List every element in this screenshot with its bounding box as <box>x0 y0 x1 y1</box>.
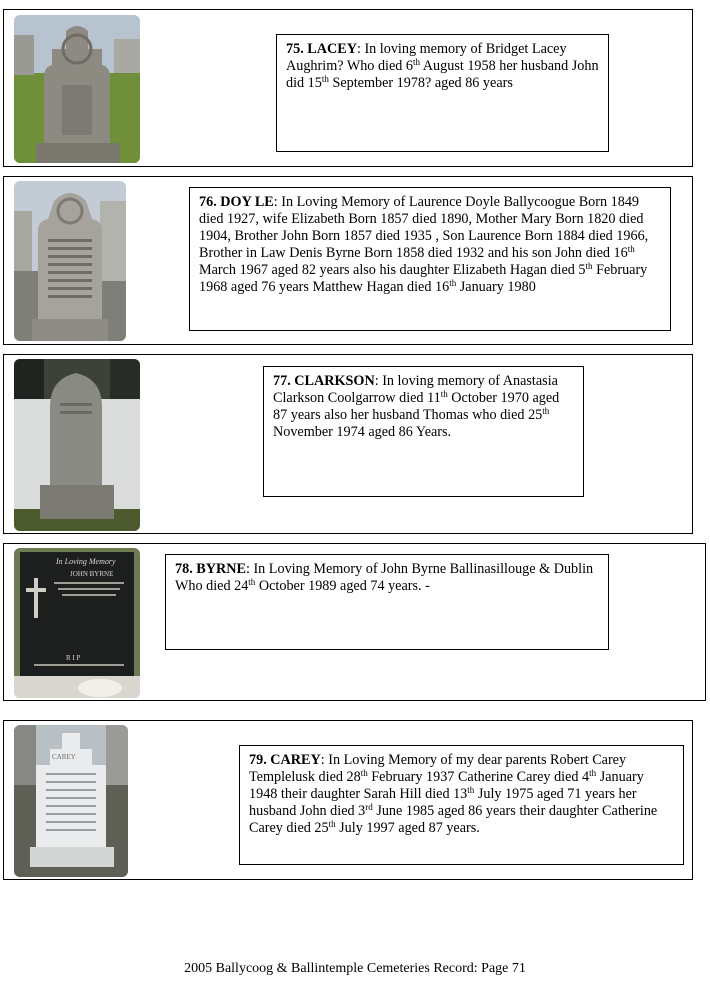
headstone-photo-clarkson <box>14 359 140 531</box>
entry-78 <box>3 543 706 701</box>
page-footer: 2005 Ballycoog & Ballintemple Cemeteries Record: Page 71 <box>184 961 526 976</box>
entry-75 <box>3 9 693 167</box>
headstone-photo-lacey <box>14 15 140 163</box>
headstone-photo-byrne <box>14 548 140 698</box>
inscription-box: 79. CAREY: In Loving Memory of my dear parents Robert Carey Templelusk died 28th February 1937 Catherine Carey died 4th January 1948 their daughter Sarah Hill died 13th July 1975 aged 71 years her husband John died 3rd June 1985 aged 86 years their daughter Catherine Carey died 25th July 1997 aged 87 years. <box>239 745 684 865</box>
carey-headstone-line: CAREY <box>52 753 76 761</box>
entry-77 <box>3 354 693 534</box>
inscription-box: 77. CLARKSON: In loving memory of Anastasia Clarkson Coolgarrow died 11th October 1970 aged 87 years also her husband Thomas who died 25th November 1974 aged 86 Years. <box>263 366 584 497</box>
inscription-box: 75. LACEY: In loving memory of Bridget Lacey Aughrim? Who died 6th August 1958 her husband John did 15th September 1978? aged 86 years <box>276 34 609 152</box>
entry-79 <box>3 720 693 880</box>
byrne-headstone-rip: R I P <box>66 654 81 662</box>
headstone-photo-doyle <box>14 181 126 341</box>
byrne-headstone-line2: JOHN BYRNE <box>70 570 114 578</box>
inscription-box: 76. DOY LE: In Loving Memory of Laurence Doyle Ballycoogue Born 1849 died 1927, wife Elizabeth Born 1857 died 1890, Mother Mary Born 1820 died 1904, Brother John Born 1857 died 1935 , Son Laurence Born 1884 died 1966, Brother in Law Denis Byrne Born 1858 died 1932 and his son John died 16th March 1967 aged 82 years also his daughter Elizabeth Hagan died 5th February 1968 aged 76 years Matthew Hagan died 16th January 1980 <box>189 187 671 331</box>
headstone-photo-carey <box>14 725 128 877</box>
byrne-headstone-line1: In Loving Memory <box>56 557 116 566</box>
inscription-box: 78. BYRNE: In Loving Memory of John Byrne Ballinasillouge & Dublin Who died 24th October 1989 aged 74 years. - <box>165 554 609 650</box>
entry-76 <box>3 176 693 345</box>
